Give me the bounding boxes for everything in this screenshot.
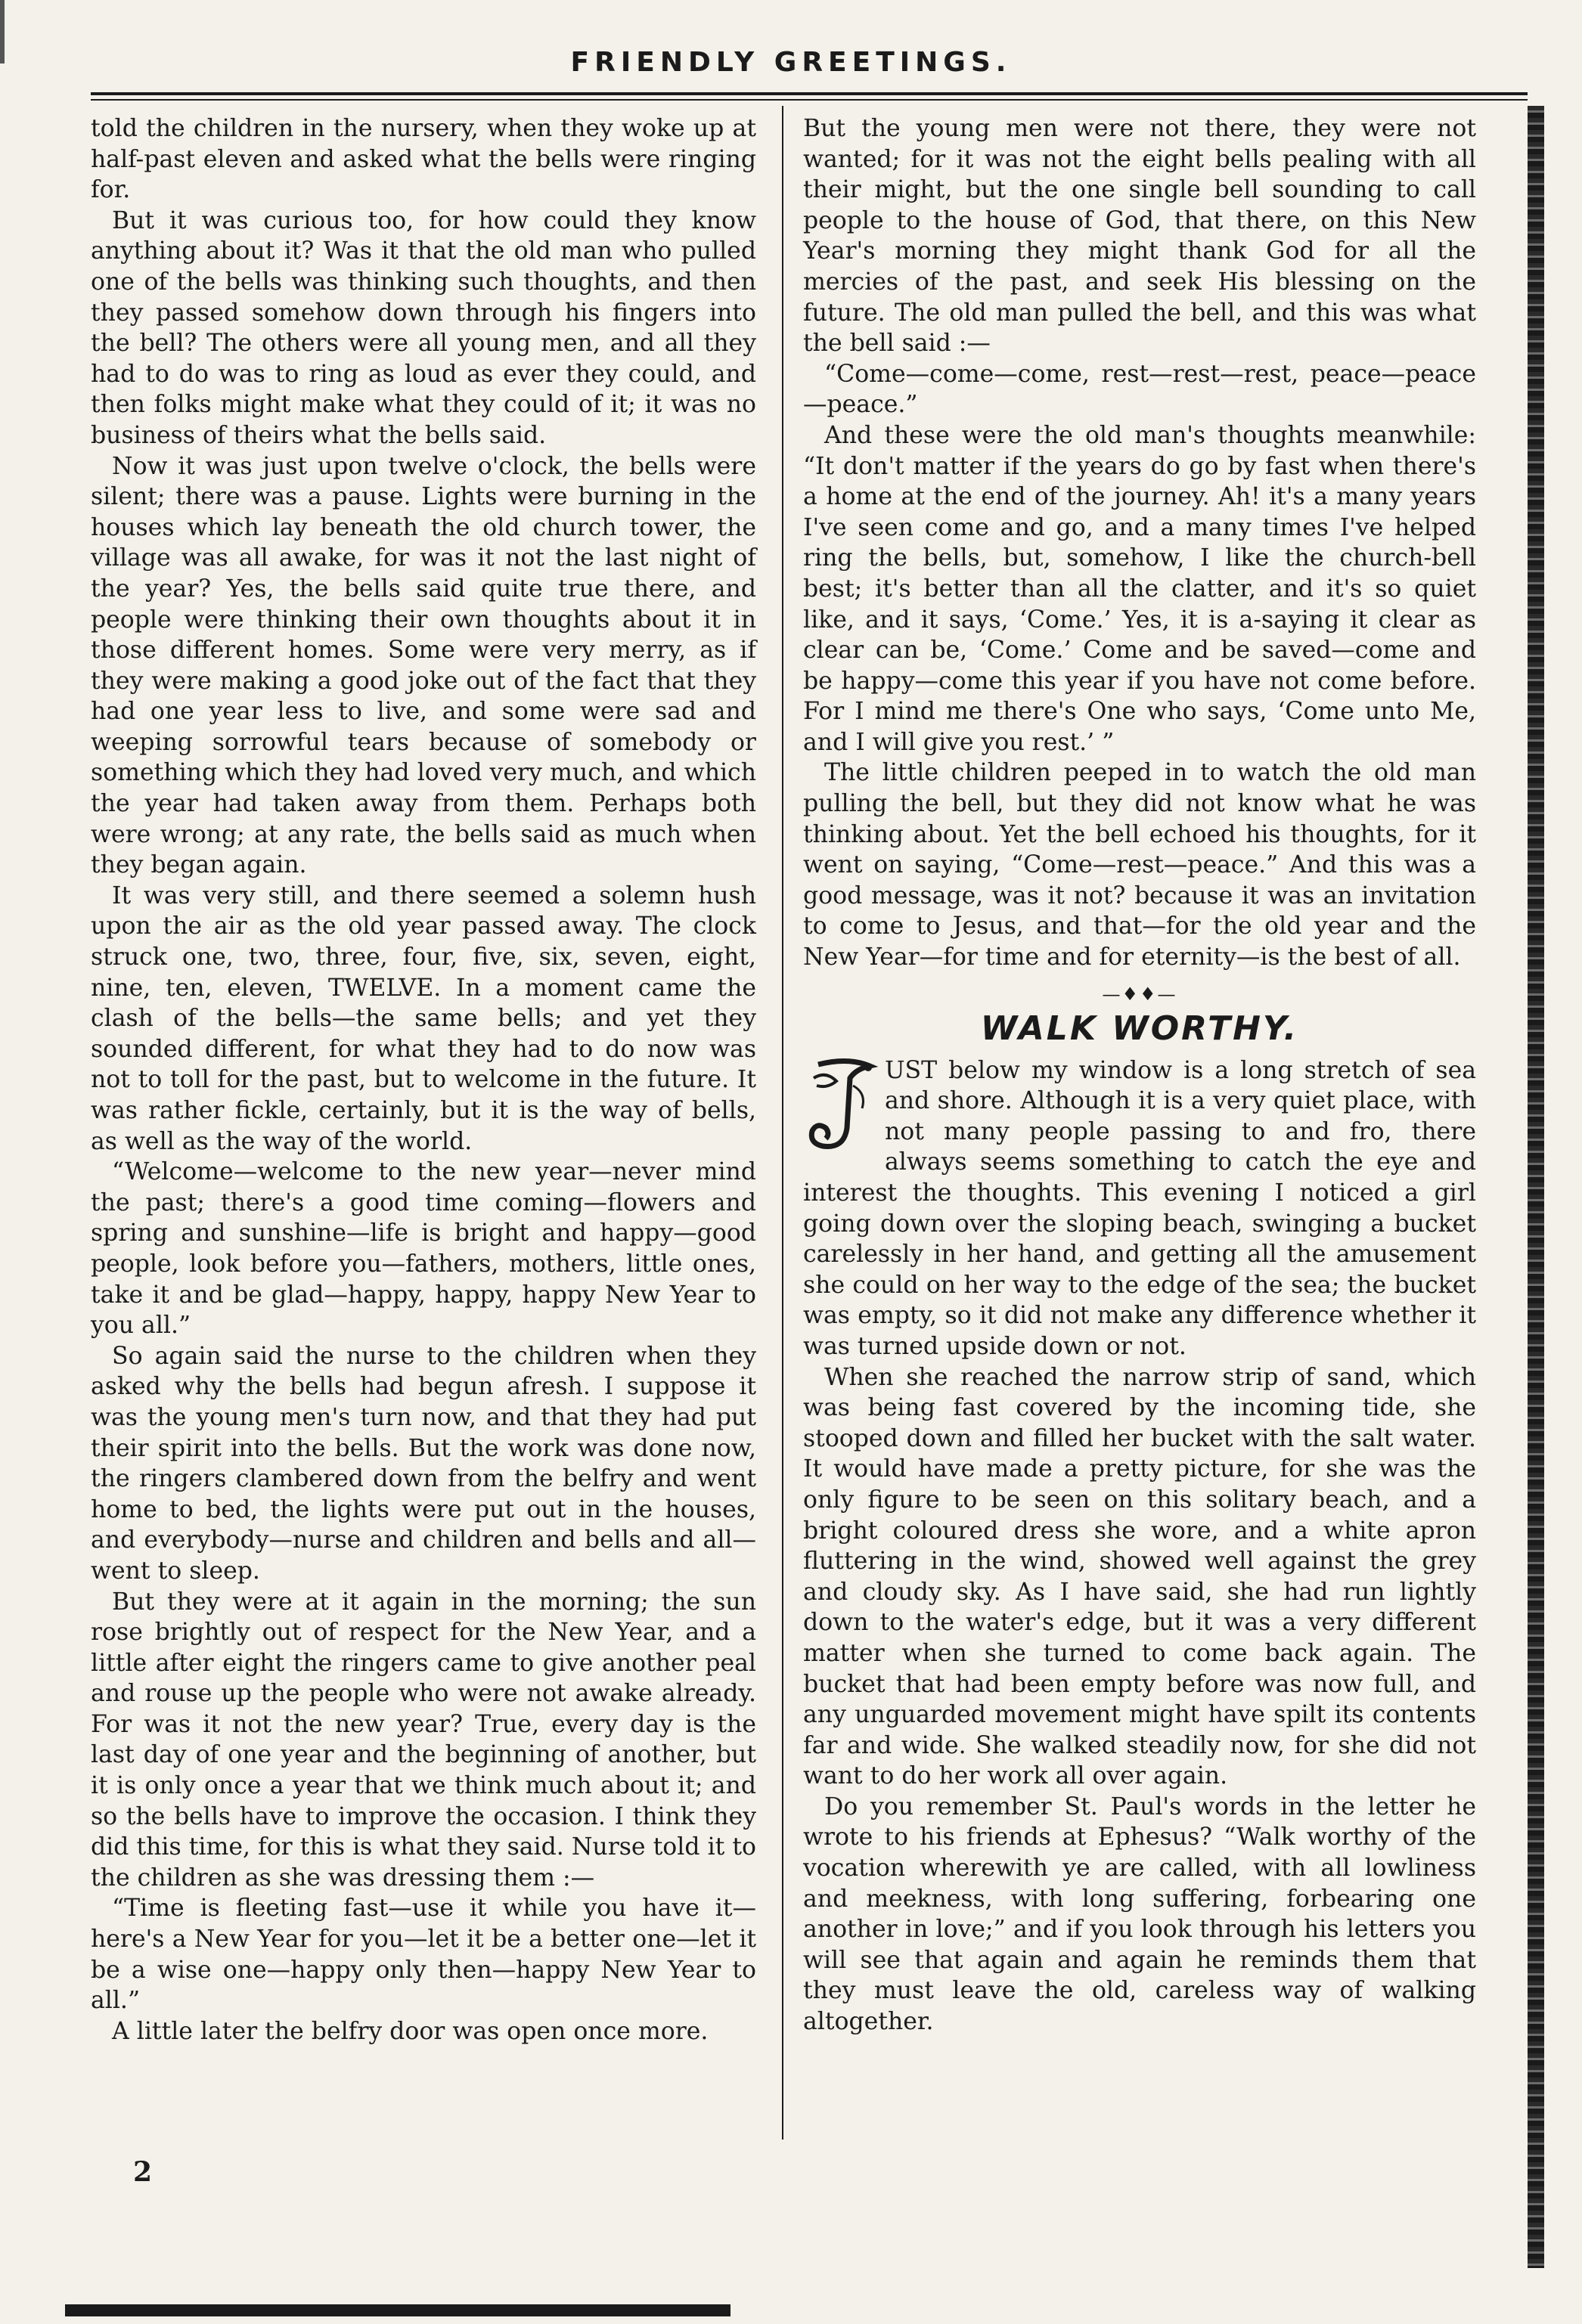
- header-rule-thin: [91, 99, 1528, 101]
- paragraph: But it was curious too, for how could they know anything about it? Was it that the old man who pulled one of the bells was thinking such thoughts, and then they passed somehow down through his fingers into the bell? The others were all young men, and all they had to do was to ring as loud as ever they could, and then folks might make what they could of it; it was no business of theirs what the bells said.: [91, 206, 756, 449]
- paragraph: A little later the belfry door was open once more.: [112, 2017, 709, 2045]
- section-paragraphs: [803, 1362, 1476, 2037]
- paragraph: So again said the nurse to the children when they asked why the bells had begun afresh. I suppose it was the young men's turn now, and that they had put their spirit into the bells. But the work was done now, the ringers clambered down from the belfry and went home to bed, the lights were put out in the houses, and everybody—nurse and children and bells and all—went to sleep.: [91, 1342, 756, 1585]
- paragraph: When she reached the narrow strip of sand, which was being fast covered by the incoming tide, she stooped down and filled her bucket with the salt water. It would have made a pretty picture, for she was the only figure to be seen on this solitary beach, and a bright coloured dress she wore, and a white apron fluttering in the wind, showed well against the grey and cloudy sky. As I have said, she had run lightly down to the water's edge, but it was a very different matter when she turned to come back again. The bucket that had been empty before was now full, and any unguarded movement might have spilt its contents far and wide. She walked steadily now, for she did not want to do her work all over again.: [803, 1363, 1476, 1790]
- paragraph: “Welcome—welcome to the new year—never mind the past; there's a good time coming—flowers and spring and sunshine—life is bright and happy—good people, look before you—fathers, mothers, little ones, take it and be glad—happy, happy, happy New Year to you all.”: [91, 1158, 756, 1340]
- column-divider: [782, 106, 783, 2140]
- paragraph: “Time is fleeting fast—use it while you have it—here's a New Year for you—let it be a better one—let it be a wise one—happy only then—happy New Year to all.”: [91, 1895, 756, 2015]
- paragraph: And these were the old man's thoughts meanwhile: “It don't matter if the years do go by fast when there's a home at the end of the journey. Ah! it's a many years I've seen come and go, and a many times I've helped ring the bells, but, somehow, I like the church-bell best; it's better than all the clatter, and it's so quiet like, and it says, ‘Come.’ Yes, it is a-saying it clear as clear can be, ‘Come.’ Come and be saved—come and be happy—come this year if you have not come before. For I mind me there's One who says, ‘Come unto Me, and I will give you rest.’ ”: [803, 421, 1476, 756]
- bottom-edge-bar: [65, 2304, 731, 2316]
- right-column-story-end: [803, 113, 1476, 973]
- paragraph: told the children in the nursery, when they woke up at half-past eleven and asked what the bells were ringing for.: [91, 115, 756, 204]
- opening-paragraph: [803, 1055, 1476, 1362]
- header-rule-thick: [91, 92, 1528, 95]
- paragraph: But the young men were not there, they were not wanted; for it was not the eight bells pealing with all their might, but the one single bell sounding to call people to the house of God, that there, on this New Year's morning they might thank God for all the mercies of the past, and seek His blessing on the future. The old man pulled the bell, and this was what the bell said :—: [803, 115, 1476, 358]
- right-column: [803, 113, 1476, 2037]
- paragraph: Do you remember St. Paul's words in the letter he wrote to his friends at Ephesus? “Walk worthy of the vocation wherewith ye are called, with all lowliness and meekness, with long suffering, forbearing one another in love;” and if you look through his letters you will see that again and again he reminds them that they must leave the old, careless way of walking altogether.: [803, 1793, 1476, 2036]
- paragraph: The little children peeped in to watch the old man pulling the bell, but they did not know what he was thinking about. Yet the bell echoed his thoughts, for it went on saying, “Come—rest—peace.” And this was a good message, was it not? because it was an invitation to come to Jesus, and that—for the old year and the New Year—for time and for eternity—is the best of all.: [803, 759, 1476, 971]
- left-column: [91, 113, 756, 2047]
- opening-paragraph-text: UST below my window is a long stretch of sea and shore. Although it is a very quiet place, with not many people passing to and fro, there always seems something to catch the eye and interest the thoughts. This evening I noticed a girl going down over the sloping beach, swinging a bucket carelessly in her hand, and getting all the amusement she could on her way to the edge of the sea; the bucket was empty, so it did not make any difference whether it was turned upside down or not.: [803, 1056, 1476, 1360]
- paragraph: “Come—come—come, rest—rest—rest, peace—peace—peace.”: [803, 360, 1476, 419]
- paragraph: But they were at it again in the morning; the sun rose brightly out of respect for the New Year, and a little after eight the ringers came to give another peal and rouse up the people who were not awake already. For was it not the new year? True, every day is the last day of one year and the beginning of another, but it is only once a year that we think much about it; and so the bells have to improve the occasion. I think they did this time, for this is what they said. Nurse told it to the children as she was dressing them :—: [91, 1588, 756, 1892]
- paragraph: Now it was just upon twelve o'clock, the bells were silent; there was a pause. Lights were burning in the houses which lay beneath the old church tower, the village was all awake, for was it not the last night of the year? Yes, the bells said quite true there, and people were thinking their own thoughts about it in those different homes. Some were very merry, as if they were making a good joke out of the fact that they had one year less to live, and some were sad and weeping sorrowful tears because of somebody or something which they had loved very much, and which the year had taken away from them. Perhaps both were wrong; at any rate, the bells said as much when they began again.: [91, 452, 756, 879]
- page-number: 2: [133, 2156, 153, 2188]
- drop-cap-j-icon: [803, 1055, 879, 1154]
- binding-edge-strip: [1528, 106, 1544, 2268]
- paragraph: It was very still, and there seemed a solemn hush upon the air as the old year passed away. The clock struck one, two, three, four, five, six, seven, eight, nine, ten, eleven, TWELVE. In a moment came the clash of the bells—the same bells; and yet they sounded different, for what they had to do now was not to toll for the past, but to welcome in the future. It was rather fickle, certainly, but it is the way of bells, as well as the way of the world.: [91, 882, 756, 1155]
- section-heading: WALK WORTHY.: [980, 1009, 1299, 1048]
- running-header: FRIENDLY GREETINGS.: [570, 47, 1012, 78]
- section-ornament: —♦♦—: [1102, 983, 1177, 1005]
